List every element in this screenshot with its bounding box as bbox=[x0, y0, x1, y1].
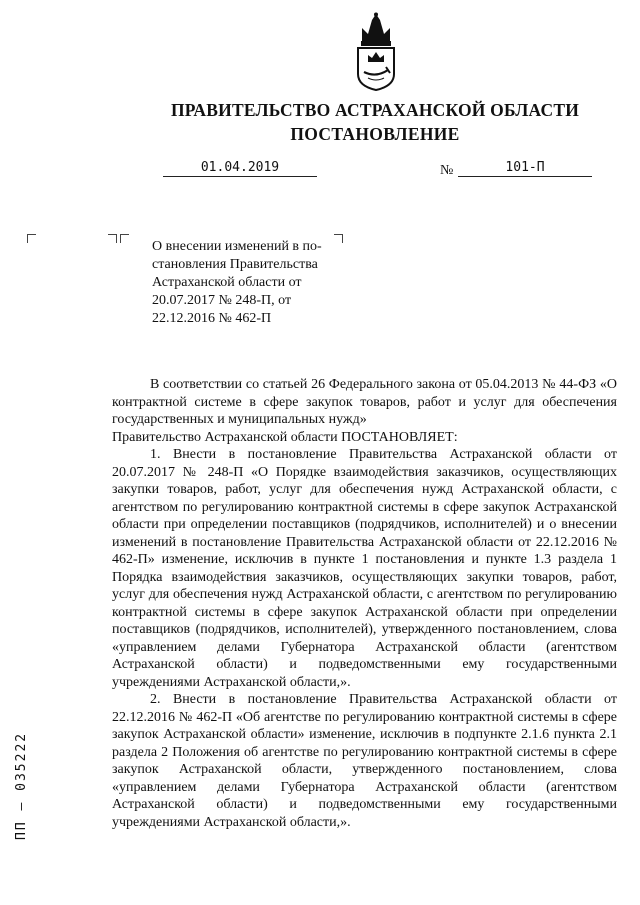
corner-mark-left-2 bbox=[120, 234, 129, 243]
preamble-paragraph: В соответствии со статьей 26 Федерального закона от 05.04.2013 № 44-ФЗ «О контрактной системе в сфере закупок товаров, работ и услуг для обеспечения государственных и муниципальных нужд» bbox=[112, 377, 617, 427]
coat-of-arms-emblem bbox=[352, 12, 400, 92]
corner-mark-right bbox=[108, 234, 117, 243]
document-type: ПОСТАНОВЛЕНИЕ bbox=[290, 124, 460, 144]
document-number: 101-П bbox=[458, 160, 592, 177]
number-label: № bbox=[440, 163, 454, 178]
document-body bbox=[112, 376, 617, 831]
margin-serial-number: ПП – 035222 bbox=[14, 731, 29, 840]
document-date: 01.04.2019 bbox=[163, 160, 317, 177]
corner-mark-left bbox=[27, 234, 36, 243]
resolves-paragraph: Правительство Астраханской области ПОСТАНОВЛЯЕТ: bbox=[112, 429, 458, 445]
document-subject: О внесении изменений в по- становления Правительства Астраханской области от 20.07.2017 № 248-П, от 22.12.2016 № 462-П bbox=[152, 239, 322, 326]
organization-title: ПРАВИТЕЛЬСТВО АСТРАХАНСКОЙ ОБЛАСТИ bbox=[170, 100, 580, 120]
item-1-paragraph: 1. Внести в постановление Правительства Астраханской области от 20.07.2017 № 248-П «О Порядке взаимодействия заказчиков, осуществляющих закупки товаров, работ, услуг для обеспечения нужд Астраханской области, с агентством по регулированию контрактной системы в сфере закупок Астраханской области при определении поставщиков (подрядчиков, исполнителей) и о внесении изменений в постановление Правительства Астраханской области от 22.12.2016 № 462-П» изменение, исключив в пункте 1 постановления и пункте 1.3 раздела 1 Порядка взаимодействия заказчиков, осуществляющих закупки товаров, работ, услуг для обеспечения нужд Астраханской области, с агентством по регулированию контрактной системы в сфере закупок Астраханской области при определении поставщиков (подрядчиков, исполнителей), утвержденного постановлением, слова «управлением делами Губернатора Астраханской области (агентством Астраханской области) и подведомственными ему государственными учреждениями Астраханской области,». bbox=[112, 447, 617, 690]
item-2-paragraph: 2. Внести в постановление Правительства Астраханской области от 22.12.2016 № 462-П «Об агентстве по регулированию контрактной системы в сфере закупок Астраханской области» изменение, исключив в подпункте 2.1.6 пункта 2.1 раздела 2 Положения об агентстве по регулированию контрактной системы в сфере закупок Астраханской области, утвержденного постановлением, слова «управлением делами Губернатора Астраханской области (агентством Астраханской области) и подведомственными ему государственными учреждениями Астраханской области,». bbox=[112, 692, 617, 830]
